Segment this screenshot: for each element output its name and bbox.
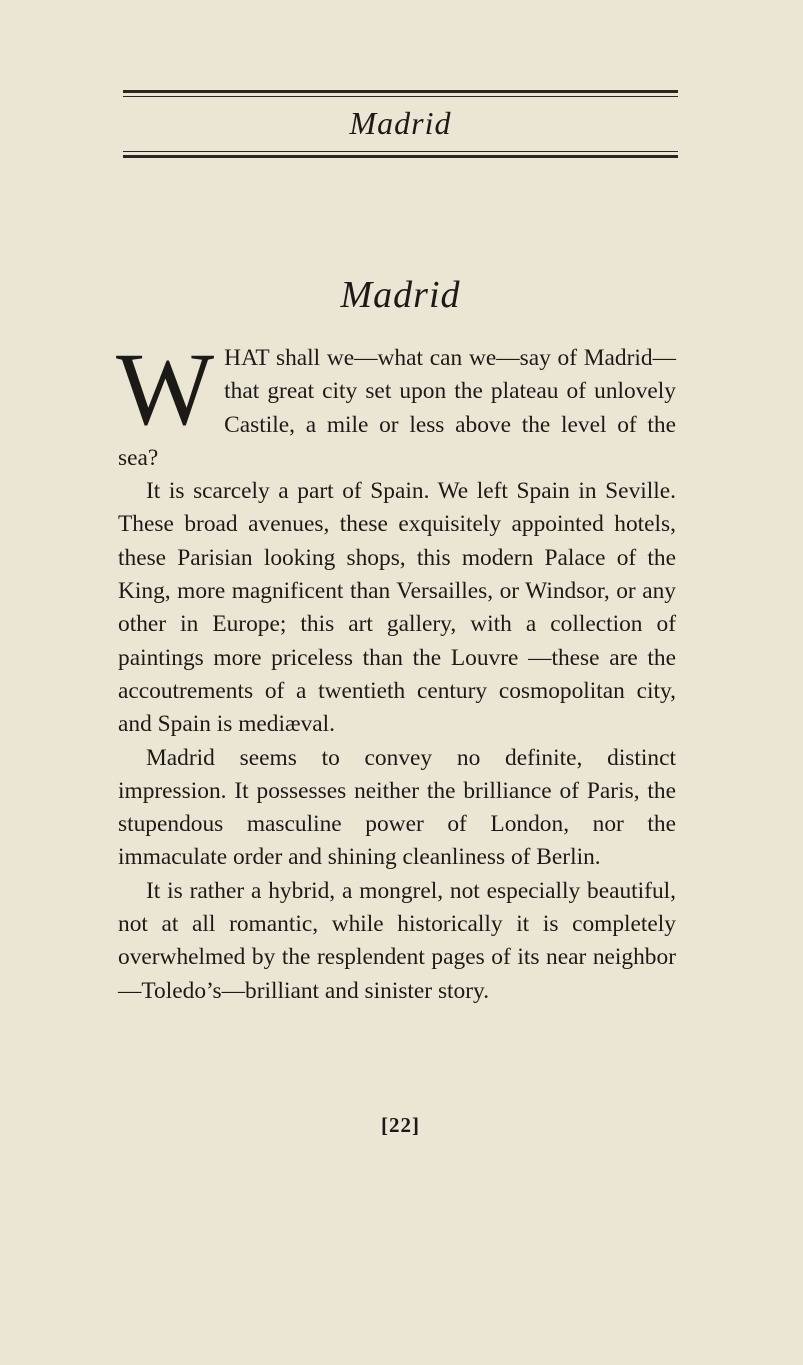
header-rule-bottom-thin	[123, 151, 678, 152]
paragraph: It is rather a hybrid, a mongrel, not especially beautiful, not at all romantic, while historically it is completely overwhelmed by the resplendent pages of its near neighbor—Toledo’s—brilliant and sinister story.	[118, 877, 676, 1004]
header-rule-top	[123, 90, 678, 93]
paragraph-text: HAT shall we—what can we—say of Madrid—that great city set upon the plateau of unlovely Castile, a mile or less above the level of the sea?	[118, 345, 676, 471]
paragraph	[116, 332, 676, 475]
paragraph: It is scarcely a part of Spain. We left Spain in Seville. These broad avenues, these exquisitely appointed hotels, these Parisian looking shops, this modern Palace of the King, more magnificent than Versailles, or Windsor, or any other in Europe; this art gallery, with a collection of paintings more priceless than the Louvre —these are the accoutrements of a twentieth century cosmopolitan city, and Spain is mediæval.	[118, 478, 676, 738]
paragraph: Madrid seems to convey no definite, distinct impression. It possesses neither the brilliance of Paris, the stupendous masculine power of London, nor the immaculate order and shining cleanliness of Berlin.	[118, 744, 676, 871]
chapter-title: Madrid	[340, 274, 461, 316]
running-head: Madrid	[349, 105, 452, 141]
header-rule-bottom	[123, 155, 678, 158]
body-text	[116, 332, 676, 1008]
page-number: [22]	[381, 1113, 420, 1137]
header-rule-top-thin	[123, 96, 678, 97]
drop-cap: W	[116, 332, 215, 447]
